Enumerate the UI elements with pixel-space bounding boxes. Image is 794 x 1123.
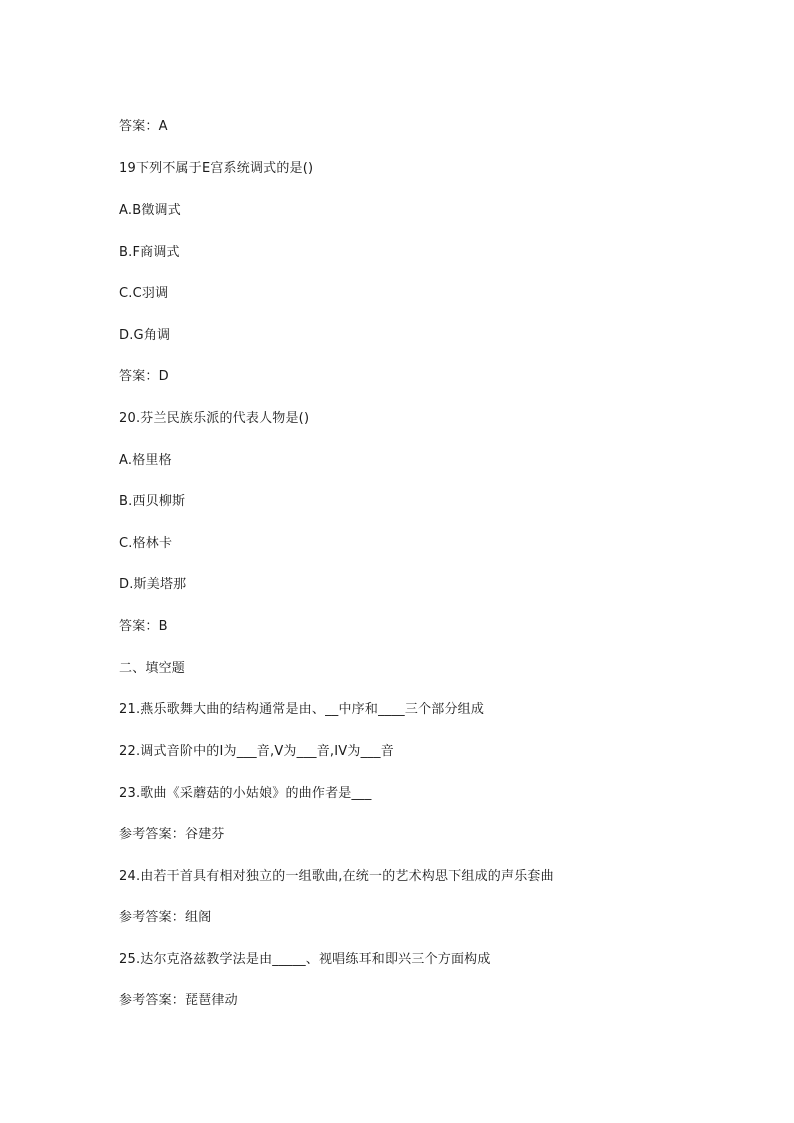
section-heading: 二、填空题 (119, 661, 186, 676)
question-21: 21.燕乐歌舞大曲的结构通常是由、__中序和____三个部分组成 (119, 702, 485, 717)
reference-answer: 参考答案：组阁 (119, 910, 212, 925)
answer-line: 答案：A (119, 119, 168, 134)
reference-answer: 参考答案：谷建芬 (119, 827, 225, 842)
question-25: 25.达尔克洛兹教学法是由_____、视唱练耳和即兴三个方面构成 (119, 952, 491, 967)
question-24: 24.由若干首具有相对独立的一组歌曲,在统一的艺术构思下组成的声乐套曲 (119, 869, 554, 884)
question-22: 22.调式音阶中的I为___音,V为___音,IV为___音 (119, 744, 394, 759)
option-b: B.西贝柳斯 (119, 494, 186, 509)
option-a: A.格里格 (119, 453, 172, 468)
option-b: B.F商调式 (119, 245, 180, 260)
option-c: C.格林卡 (119, 536, 173, 551)
reference-answer: 参考答案：琵琶律动 (119, 993, 238, 1008)
answer-line: 答案：D (119, 369, 169, 384)
option-a: A.B徵调式 (119, 203, 181, 218)
option-d: D.斯美塔那 (119, 577, 187, 592)
option-c: C.C羽调 (119, 286, 169, 301)
answer-line: 答案：B (119, 619, 168, 634)
question-19: 19下列不属于E宫系统调式的是() (119, 161, 314, 176)
option-d: D.G角调 (119, 328, 171, 343)
question-23: 23.歌曲《采蘑菇的小姑娘》的曲作者是___ (119, 786, 372, 801)
question-20: 20.芬兰民族乐派的代表人物是() (119, 411, 310, 426)
